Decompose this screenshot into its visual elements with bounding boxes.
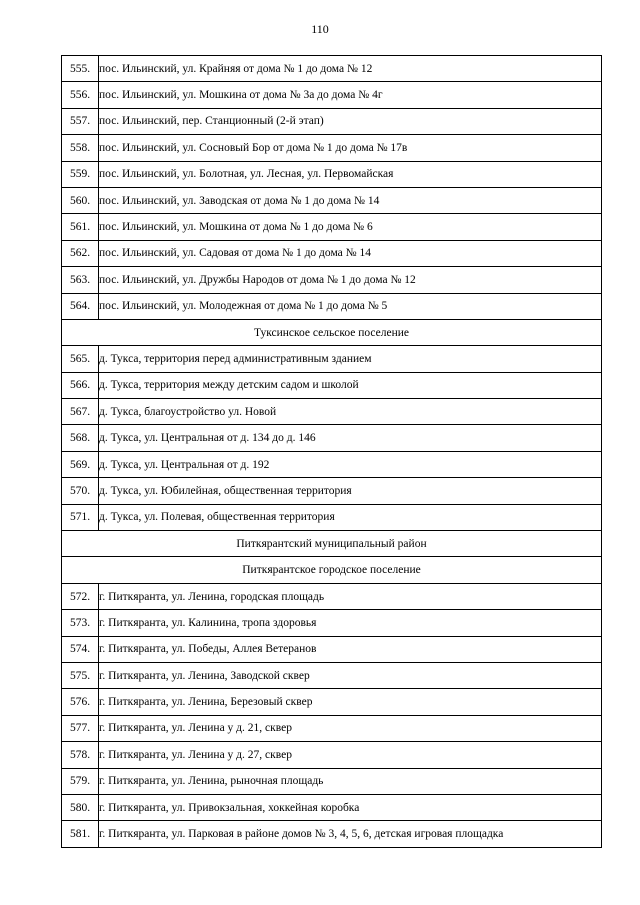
- territory-name: г. Питкяранта, ул. Победы, Аллея Ветеранов: [99, 636, 602, 662]
- table-row: [62, 583, 602, 609]
- section-heading: Питкярантский муниципальный район: [62, 531, 602, 557]
- row-number: 559.: [62, 161, 99, 187]
- row-number: 580.: [62, 794, 99, 820]
- section-heading: Туксинское сельское поселение: [62, 319, 602, 345]
- table-row: [62, 425, 602, 451]
- section-heading: Питкярантское городское поселение: [62, 557, 602, 583]
- table-row: [62, 399, 602, 425]
- territory-name: д. Тукса, ул. Полевая, общественная территория: [99, 504, 602, 530]
- territory-name: пос. Ильинский, ул. Мошкина от дома № 3а до дома № 4г: [99, 82, 602, 108]
- row-number: 556.: [62, 82, 99, 108]
- row-number: 568.: [62, 425, 99, 451]
- row-number: 578.: [62, 742, 99, 768]
- table-row: [62, 346, 602, 372]
- table-row: [62, 82, 602, 108]
- row-number: 572.: [62, 583, 99, 609]
- table-row: [62, 636, 602, 662]
- page-number: 110: [311, 22, 329, 36]
- table-row: [62, 821, 602, 847]
- registry-table-body: [62, 56, 602, 848]
- territory-name: д. Тукса, ул. Центральная от д. 134 до д. 146: [99, 425, 602, 451]
- territory-name: г. Питкяранта, ул. Ленина у д. 21, сквер: [99, 715, 602, 741]
- territory-name: пос. Ильинский, ул. Крайняя от дома № 1 до дома № 12: [99, 56, 602, 82]
- territory-name: г. Питкяранта, ул. Привокзальная, хоккейная коробка: [99, 794, 602, 820]
- territory-name: пос. Ильинский, ул. Мошкина от дома № 1 до дома № 6: [99, 214, 602, 240]
- territory-name: г. Питкяранта, ул. Ленина, городская площадь: [99, 583, 602, 609]
- row-number: 565.: [62, 346, 99, 372]
- territory-name: г. Питкяранта, ул. Калинина, тропа здоровья: [99, 610, 602, 636]
- row-number: 577.: [62, 715, 99, 741]
- table-row: [62, 478, 602, 504]
- table-row: [62, 161, 602, 187]
- row-number: 561.: [62, 214, 99, 240]
- table-row: [62, 715, 602, 741]
- territory-name: г. Питкяранта, ул. Парковая в районе домов № 3, 4, 5, 6, детская игровая площадка: [99, 821, 602, 847]
- table-row: [62, 135, 602, 161]
- row-number: 579.: [62, 768, 99, 794]
- table-row: [62, 451, 602, 477]
- table-row: [62, 610, 602, 636]
- row-number: 560.: [62, 187, 99, 213]
- table-row: [62, 293, 602, 319]
- section-heading-row: [62, 531, 602, 557]
- table-row: [62, 108, 602, 134]
- row-number: 573.: [62, 610, 99, 636]
- row-number: 576.: [62, 689, 99, 715]
- territory-name: г. Питкяранта, ул. Ленина, Березовый сквер: [99, 689, 602, 715]
- row-number: 557.: [62, 108, 99, 134]
- row-number: 562.: [62, 240, 99, 266]
- section-heading-row: [62, 557, 602, 583]
- territory-name: д. Тукса, благоустройство ул. Новой: [99, 399, 602, 425]
- territory-name: пос. Ильинский, ул. Сосновый Бор от дома № 1 до дома № 17в: [99, 135, 602, 161]
- table-row: [62, 689, 602, 715]
- table-row: [62, 214, 602, 240]
- territory-name: д. Тукса, ул. Юбилейная, общественная территория: [99, 478, 602, 504]
- territory-name: пос. Ильинский, ул. Болотная, ул. Лесная, ул. Первомайская: [99, 161, 602, 187]
- territory-name: пос. Ильинский, ул. Заводская от дома № 1 до дома № 14: [99, 187, 602, 213]
- table-row: [62, 267, 602, 293]
- row-number: 581.: [62, 821, 99, 847]
- row-number: 575.: [62, 662, 99, 688]
- row-number: 563.: [62, 267, 99, 293]
- row-number: 555.: [62, 56, 99, 82]
- territory-name: пос. Ильинский, ул. Дружбы Народов от дома № 1 до дома № 12: [99, 267, 602, 293]
- territory-name: г. Питкяранта, ул. Ленина, рыночная площадь: [99, 768, 602, 794]
- row-number: 569.: [62, 451, 99, 477]
- territory-name: г. Питкяранта, ул. Ленина у д. 27, сквер: [99, 742, 602, 768]
- table-row: [62, 240, 602, 266]
- table-row: [62, 742, 602, 768]
- row-number: 558.: [62, 135, 99, 161]
- territory-name: д. Тукса, территория между детским садом и школой: [99, 372, 602, 398]
- table-row: [62, 504, 602, 530]
- territory-name: пос. Ильинский, пер. Станционный (2-й этап): [99, 108, 602, 134]
- table-row: [62, 372, 602, 398]
- table-row: [62, 187, 602, 213]
- row-number: 566.: [62, 372, 99, 398]
- section-heading-row: [62, 319, 602, 345]
- territory-name: г. Питкяранта, ул. Ленина, Заводской сквер: [99, 662, 602, 688]
- table-row: [62, 56, 602, 82]
- territory-name: д. Тукса, ул. Центральная от д. 192: [99, 451, 602, 477]
- territory-name: д. Тукса, территория перед административным зданием: [99, 346, 602, 372]
- territory-name: пос. Ильинский, ул. Садовая от дома № 1 до дома № 14: [99, 240, 602, 266]
- territory-name: пос. Ильинский, ул. Молодежная от дома № 1 до дома № 5: [99, 293, 602, 319]
- row-number: 567.: [62, 399, 99, 425]
- row-number: 570.: [62, 478, 99, 504]
- table-row: [62, 794, 602, 820]
- table-row: [62, 662, 602, 688]
- table-row: [62, 768, 602, 794]
- row-number: 571.: [62, 504, 99, 530]
- row-number: 574.: [62, 636, 99, 662]
- territory-registry-table: [61, 55, 602, 848]
- row-number: 564.: [62, 293, 99, 319]
